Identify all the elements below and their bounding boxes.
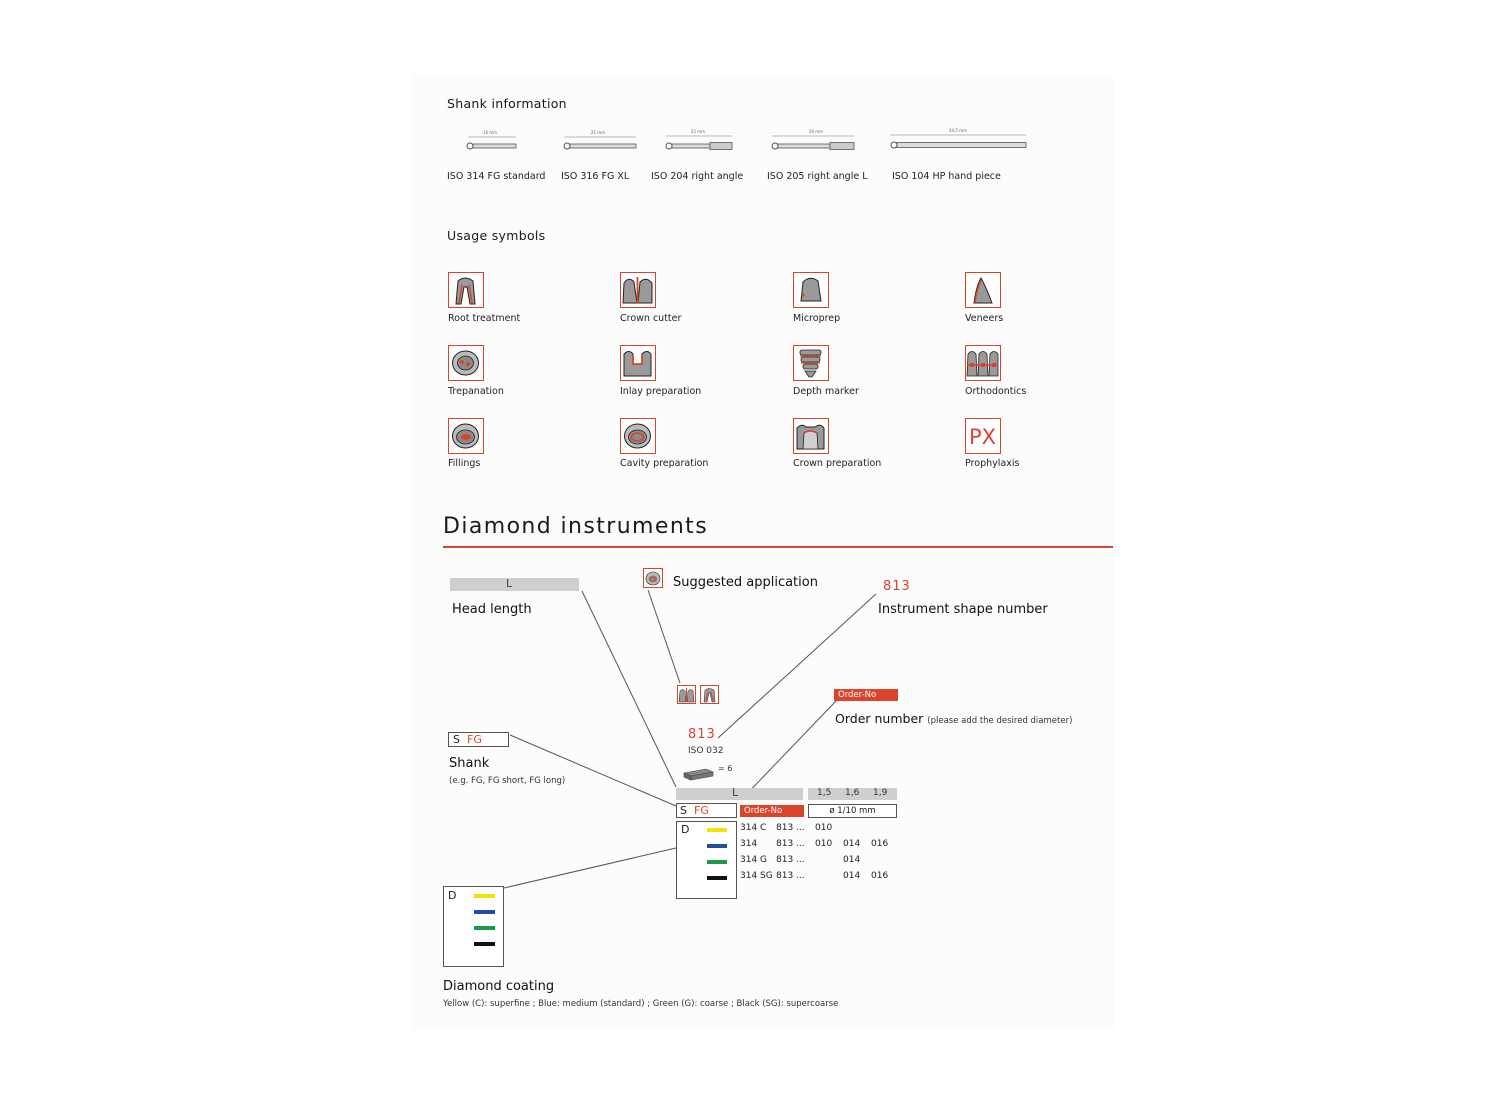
shank-label-314: ISO 314 FG standard <box>447 171 546 182</box>
symbol-label: Veneers <box>965 313 1004 324</box>
center-shape-number: 813 <box>688 727 716 742</box>
symbol-label: Depth marker <box>793 386 859 397</box>
shank-label-316: ISO 316 FG XL <box>561 171 630 182</box>
shank-box <box>448 732 509 747</box>
coating-swatch-blue <box>707 844 727 848</box>
crown-cutter-small-icon <box>677 685 696 704</box>
root-treatment-small-icon <box>700 685 719 704</box>
legend-swatch-yellow <box>474 894 495 898</box>
row-d2: 014 <box>843 839 861 849</box>
row-d1: 010 <box>815 839 833 849</box>
row-shape: 813 ... <box>776 823 805 833</box>
symbol-label: Orthodontics <box>965 386 1027 397</box>
table-coating-d: D <box>681 823 690 836</box>
shape-number: 813 <box>883 579 911 594</box>
legend-swatch-blue <box>474 910 495 914</box>
shank-box-s: S <box>453 733 460 746</box>
coating-swatch-yellow <box>707 828 727 832</box>
symbol-label: Fillings <box>448 458 481 469</box>
shape-number-label: Instrument shape number <box>878 602 1048 617</box>
symbol-label: Prophylaxis <box>965 458 1020 469</box>
head-length-label: Head length <box>452 602 532 617</box>
svg-text:22 mm: 22 mm <box>690 129 706 134</box>
head-length-bar-label: L <box>506 577 513 590</box>
symbol-label: Microprep <box>793 313 841 324</box>
symbol-label: Inlay preparation <box>620 386 702 397</box>
svg-text:PX: PX <box>968 425 997 449</box>
legend-swatch-black <box>474 942 495 946</box>
row-code: 314 SG <box>740 871 773 881</box>
symbol-label: Root treatment <box>448 313 521 324</box>
size-value: 1,6 <box>845 788 860 798</box>
suggested-application-label: Suggested application <box>673 575 818 590</box>
size-value: 1,9 <box>873 788 888 798</box>
pack-icon <box>682 763 716 781</box>
size-value: 1,5 <box>817 788 832 798</box>
diameter-header: ø 1/10 mm <box>808 804 897 818</box>
legend-swatch-green <box>474 926 495 930</box>
shank-label-204: ISO 204 right angle <box>651 171 744 182</box>
symbol-label: Crown cutter <box>620 313 682 324</box>
coating-legend-box <box>443 886 504 967</box>
usage-symbols-heading: Usage symbols <box>447 228 546 243</box>
table-shank-s: S <box>680 804 687 817</box>
table-order-no-badge: Order-No <box>740 805 804 817</box>
row-code: 314 C <box>740 823 767 833</box>
row-d3: 016 <box>871 839 889 849</box>
svg-text:26 mm: 26 mm <box>808 129 824 134</box>
row-shape: 813 ... <box>776 839 805 849</box>
svg-text:44,5 mm: 44,5 mm <box>949 128 967 133</box>
order-no-badge: Order-No <box>834 689 898 701</box>
row-d2: 014 <box>843 871 861 881</box>
row-code: 314 G <box>740 855 768 865</box>
diamond-coating-label: Diamond coating <box>443 979 555 994</box>
order-number-note: (please add the desired diameter) <box>927 716 1073 726</box>
table-shank-box <box>676 803 737 818</box>
head-length-bar <box>450 578 579 591</box>
table-coating-box <box>676 821 737 899</box>
size-bar <box>808 788 897 800</box>
row-d1: 010 <box>815 823 833 833</box>
shank-note: (e.g. FG, FG short, FG long) <box>449 776 566 786</box>
shank-box-fg: FG <box>467 733 482 746</box>
table-head-length-label: L <box>732 786 739 799</box>
symbol-label: Trepanation <box>448 386 504 397</box>
section-title: Diamond instruments <box>443 514 709 539</box>
svg-text:21 mm: 21 mm <box>590 130 606 135</box>
suggested-application-icon <box>643 568 663 588</box>
center-iso-number: ISO 032 <box>688 746 724 756</box>
coating-swatch-green <box>707 860 727 864</box>
symbol-label: Crown preparation <box>793 458 882 469</box>
diamond-coating-note: Yellow (C): superfine ; Blue: medium (standard) ; Green (G): coarse ; Black (SG): supercoarse <box>443 999 839 1009</box>
coating-legend-d: D <box>448 889 457 902</box>
row-shape: 813 ... <box>776 855 805 865</box>
pack-quantity: = 6 <box>718 764 733 773</box>
coating-swatch-black <box>707 876 727 880</box>
shank-label-104: ISO 104 HP hand piece <box>892 171 1001 182</box>
order-number-text: Order number <box>835 711 924 726</box>
row-code: 314 <box>740 839 758 849</box>
row-d3: 016 <box>871 871 889 881</box>
symbol-label: Cavity preparation <box>620 458 709 469</box>
shank-info-heading: Shank information <box>447 96 567 111</box>
shank-label: Shank <box>449 756 490 771</box>
row-shape: 813 ... <box>776 871 805 881</box>
table-shank-fg: FG <box>694 804 709 817</box>
table-head-length-bar <box>676 788 803 800</box>
row-d2: 014 <box>843 855 861 865</box>
shank-label-205: ISO 205 right angle L <box>767 171 868 182</box>
svg-text:16 mm: 16 mm <box>482 130 498 135</box>
order-number-label <box>835 711 1072 726</box>
